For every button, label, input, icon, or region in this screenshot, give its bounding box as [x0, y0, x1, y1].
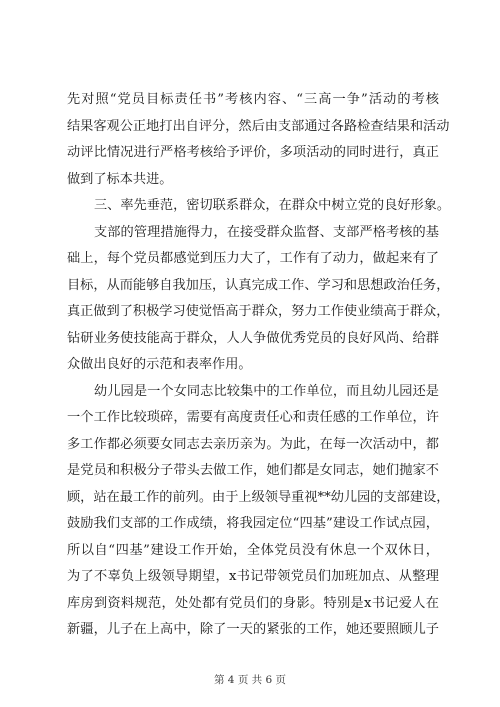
text-line: 众做出良好的示范和表率作用。 — [67, 357, 252, 372]
text-line: 顾，站在最工作的前列。由于上级领导重视**幼儿园的支部建设， — [67, 489, 450, 505]
paragraph — [67, 87, 450, 193]
page-number-footer: 第 4 页 共 6 页 — [213, 674, 287, 686]
section-heading — [67, 193, 451, 220]
text-line: 础上，每个党员都感觉到压力大了，工作有了动力，做起来有了 — [67, 251, 439, 266]
text-line: 一个工作比较琐碎，需要有高度责任心和责任感的工作单位，许 — [67, 410, 439, 425]
text-line: 目标，从而能够自我加压，认真完成工作、学习和思想政治任务， — [67, 277, 450, 293]
text-line: 真正做到了积极学习使觉悟高于群众，努力工作使业绩高于群众， — [67, 304, 450, 319]
text-line: 所以自“四基”建设工作开始，全体党员没有休息一个双休日， — [67, 542, 439, 558]
text-line: 做到了标本共进。 — [67, 171, 173, 187]
text-line: 为了不辜负上级领导期望，x书记带领党员们加班加点、从整理 — [67, 569, 439, 584]
text-line: 是党员和积极分子带头去做工作，她们都是女同志，她们抛家不 — [67, 463, 439, 478]
text-line: 先对照“党员目标责任书”考核内容、“三高一争”活动的考核 — [67, 92, 439, 107]
paragraph — [67, 220, 450, 379]
text-line: 支部的管理措施得力，在接受群众监督、支部严格考核的基 — [94, 224, 439, 240]
text-line: 多工作都必须要女同志去亲历亲为。为此，在每一次活动中，都 — [67, 436, 439, 452]
text-line: 三、率先垂范，密切联系群众，在群众中树立党的良好形象。 — [94, 198, 451, 213]
text-line: 库房到资料规范，处处都有党员们的身影。特别是x书记爱人在 — [67, 595, 439, 611]
text-line: 新疆，儿子在上高中，除了一天的紧张的工作，她还要照顾儿子 — [67, 622, 439, 637]
text-line: 鼓励我们支部的工作成绩，将我园定位“四基”建设工作试点园， — [67, 516, 439, 531]
text-line: 钻研业务使技能高于群众，人人争做优秀党员的良好风尚、给群 — [67, 330, 439, 346]
document-body — [67, 87, 451, 644]
text-line: 结果客观公正地打出自评分，然后由支部通过各路检查结果和活动 — [67, 118, 450, 134]
text-line: 幼儿园是一个女同志比较集中的工作单位，而且幼儿园还是 — [94, 383, 439, 399]
text-line: 动评比情况进行严格考核给予评价，多项活动的同时进行，真正 — [67, 145, 439, 160]
paragraph — [67, 379, 450, 644]
